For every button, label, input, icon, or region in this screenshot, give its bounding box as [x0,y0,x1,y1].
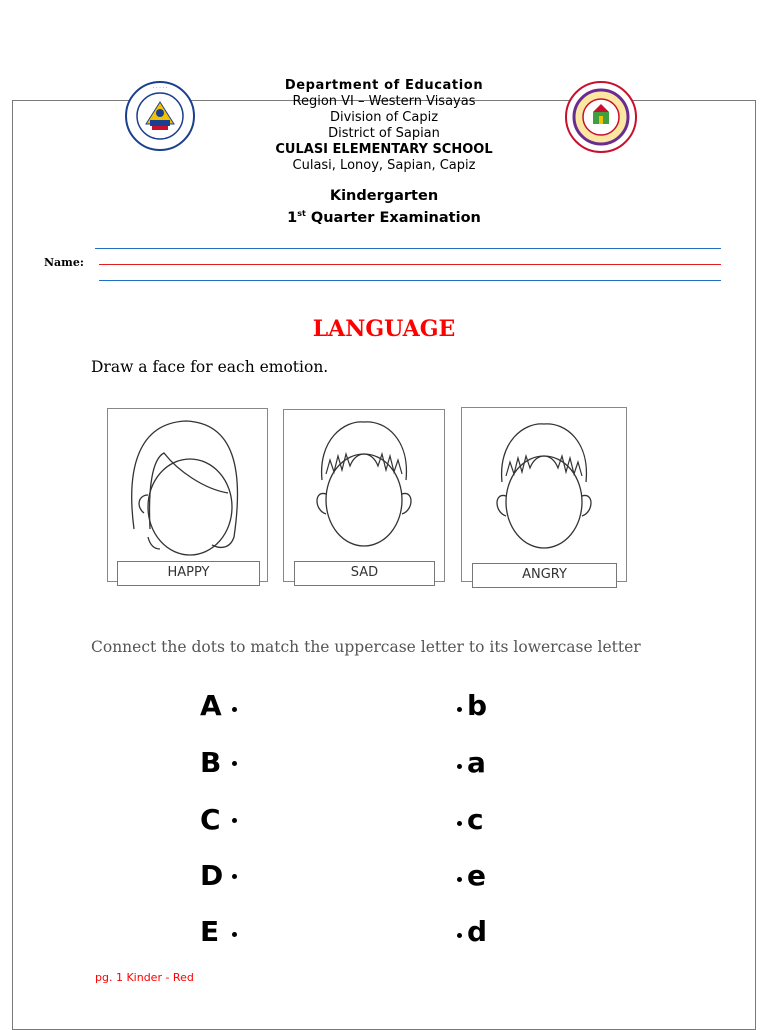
girl-face-outline-icon [108,409,266,559]
department-name: Department of Education [284,78,484,93]
uppercase-dot[interactable] [232,761,237,766]
emotion-card-angry[interactable] [461,407,627,582]
uppercase-dot[interactable] [232,932,237,937]
district-name: District of Sapian [328,126,440,141]
uppercase-letter: C [200,803,221,836]
name-line-middle[interactable] [99,264,721,265]
exam-title-text: Quarter Examination [310,209,481,226]
exam-ordinal: 1 [287,209,298,226]
lowercase-letter: c [467,803,484,836]
uppercase-dot[interactable] [232,874,237,879]
section-title: LANGUAGE [312,316,456,342]
emotion-label-happy: HAPPY [117,561,260,586]
division-name: Division of Capiz [329,110,439,125]
exam-ordinal-suffix: st [297,209,306,218]
uppercase-dot[interactable] [232,707,237,712]
grade-level: Kindergarten [329,188,439,204]
lowercase-letter: e [467,859,486,892]
uppercase-dot[interactable] [232,818,237,823]
lowercase-letter: d [467,915,488,948]
uppercase-letter: D [200,859,224,892]
name-line-top [95,248,721,249]
name-line-bottom [99,280,721,281]
uppercase-letter: A [200,689,222,722]
school-address: Culasi, Lonoy, Sapian, Capiz [292,158,476,173]
school-name: CULASI ELEMENTARY SCHOOL [275,142,493,157]
lowercase-dot[interactable] [457,821,462,826]
uppercase-letter: B [200,746,222,779]
svg-text:· · · · ·: · · · · · [152,85,168,91]
matching-instruction: Connect the dots to match the uppercase letter to its lowercase letter [91,638,641,656]
lowercase-dot[interactable] [457,877,462,882]
boy-face-outline-icon [462,408,626,560]
lowercase-dot[interactable] [457,933,462,938]
boy-face-outline-icon [284,410,444,560]
emotion-instruction: Draw a face for each emotion. [91,358,329,376]
lowercase-letter: a [467,746,486,779]
lowercase-dot[interactable] [457,707,462,712]
lowercase-letter: b [467,689,488,722]
emotion-card-happy[interactable] [107,408,268,582]
emotion-label-sad: SAD [294,561,435,586]
name-label: Name: [44,256,84,269]
uppercase-letter: E [200,915,220,948]
emotion-label-angry: ANGRY [472,563,617,588]
lowercase-dot[interactable] [457,764,462,769]
emotion-card-sad[interactable] [283,409,445,582]
exam-title [0,206,768,226]
page-footer: pg. 1 Kinder - Red [95,971,194,984]
region-name: Region VI – Western Visayas [292,94,476,109]
